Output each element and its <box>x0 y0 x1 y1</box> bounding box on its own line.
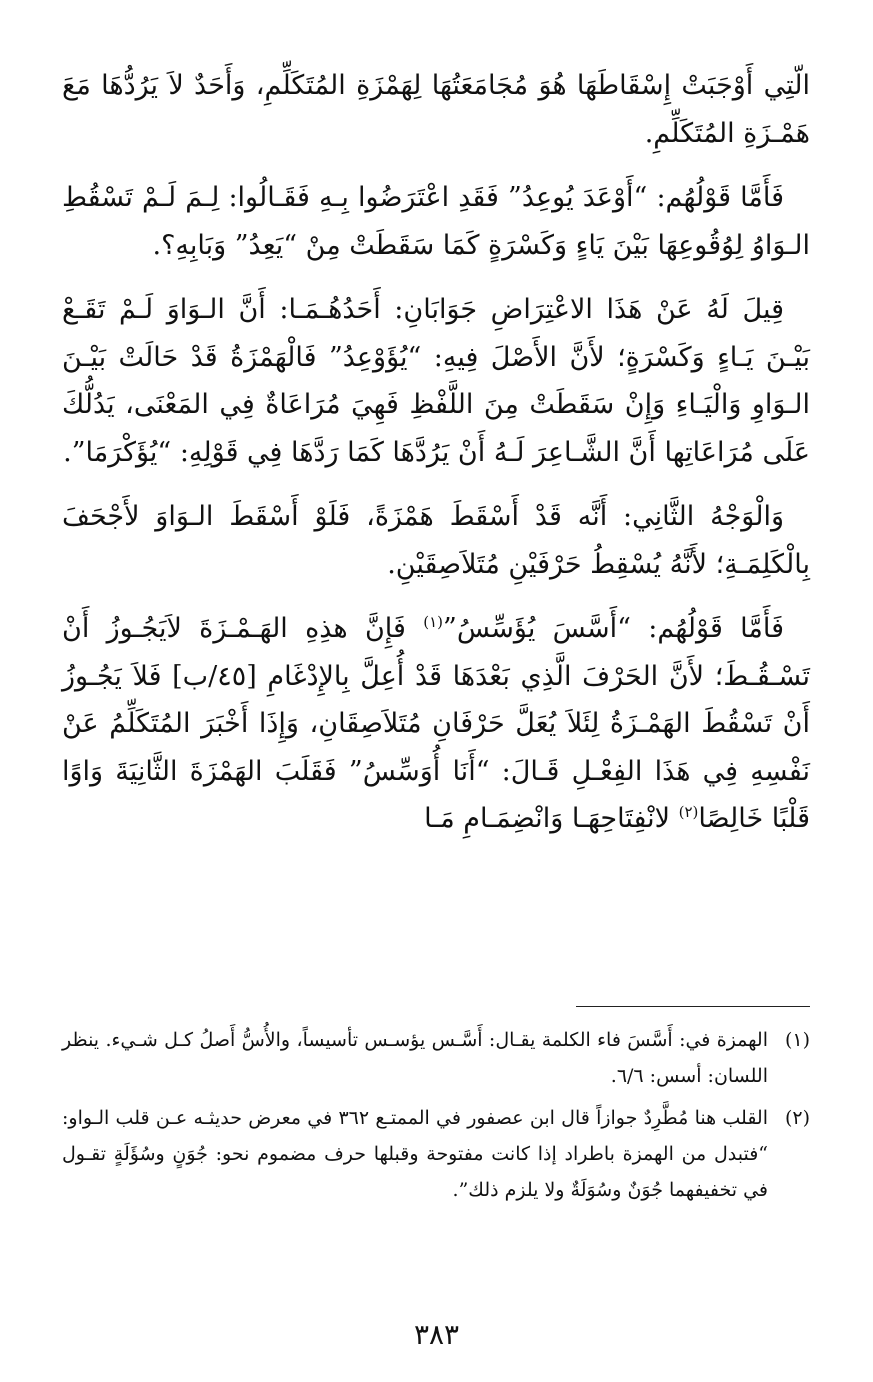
paragraph-5-text-a: فَأَمَّا قَوْلُهُم: “أَسَّسَ يُؤَسِّسُ” <box>443 613 784 644</box>
paragraph-5-text-b: فَإِنَّ هذِهِ الهَـمْـزَةَ لاَيَجُـوزُ أَنْ تَسْـقُـطَ؛ لأَنَّ الحَرْفَ الَّذِي بَعْدَهَا قَدْ أُعِلَّ بِالإِدْغَامِ [٤٥/ب] فَلاَ يَجُـوزُ أَنْ تَسْقُطَ الهَمْـزَةُ لِئَلاَ يُعَلَّ حَرْفَانِ مُتَلاَصِقَانِ، وَإِذَا أَخْبَرَ المُتَكَلِّمُ عَنْ نَفْسِهِ فِي هَذَا الفِعْـلِ قَـالَ: “أَنَا أُوَسِّسُ” فَقَلَبَ الهَمْزَةَ الثَّانِيَةَ وَاوًا قَلْبًا خَالِصًا <box>62 613 810 834</box>
footnote-1-text: الهمزة في: أَسَّسَ فاء الكلمة يقـال: أَسَّـس يؤسـس تأسيساً، والأُسُّ أَصلُ كـل شـيء. ينظر اللسان: أسس: ٦/٦. <box>62 1029 768 1087</box>
footnote-2 <box>62 1100 810 1208</box>
footnotes <box>62 1022 810 1214</box>
paragraph-4-text: وَالْوَجْهُ الثَّانِي: أَنَّه قَدْ أَسْقَطَ هَمْزَةً، فَلَوْ أَسْقَطَ الـوَاوَ لأَجْحَفَ بِالْكَلِمَـةِ؛ لأَنَّهُ يُسْقِطُ حَرْفَيْنِ مُتَلاَصِقَيْنِ. <box>62 501 810 580</box>
paragraph-5 <box>62 605 810 843</box>
footnote-separator <box>576 1006 810 1007</box>
footnote-2-text: القلب هنا مُطَّرِدٌ جوازاً قال ابن عصفور في الممتـع ٣٦٢ في معرض حديثـه عـن قلب الـواو: “فتبدل من الهمزة باطراد إذا كانت مفتوحة وقبلها حرف مضموم نحو: جُوَنٍ وسُؤَلَةٍ تقـول في تخفيفهما جُوَنٌ وسُوَلَةٌ ولا يلزم ذلك”. <box>62 1107 768 1201</box>
paragraph-4 <box>62 493 810 588</box>
footnote-1-number: (١) <box>784 1029 810 1051</box>
paragraph-3 <box>62 286 810 476</box>
paragraph-5-text-c: لانْفِتَاحِهَـا وَانْضِمَـامِ مَـا <box>424 803 679 834</box>
footnote-2-number: (٢) <box>784 1107 810 1129</box>
footnote-ref-2: (٢) <box>678 803 699 821</box>
main-text <box>62 62 810 843</box>
footnote-ref-1: (١) <box>423 613 444 631</box>
paragraph-1 <box>62 62 810 157</box>
paragraph-2-text: فَأَمَّا قَوْلُهُم: “أَوْعَدَ يُوعِدُ” فَقَدِ اعْتَرَضُوا بِـهِ فَقَـالُوا: لِـمَ لَـمْ تَسْقُطِ الـوَاوُ لِوُقُوعِهَا بَيْنَ يَاءٍ وَكَسْرَةٍ كَمَا سَقَطَتْ مِنْ “يَعِدُ” وَبَابِهِ؟. <box>62 182 810 261</box>
paragraph-1-text: الّتِي أَوْجَبَتْ إِسْقَاطَهَا هُوَ مُجَامَعَتُهَا لِهَمْزَةِ المُتَكَلِّمِ، وَأَحَدٌ لاَ يَرُدُّهَا مَعَ هَمْـزَةِ المُتَكَلِّمِ. <box>62 70 810 149</box>
paragraph-3-text: قِيلَ لَهُ عَنْ هَذَا الاعْتِرَاضِ جَوَابَانِ: أَحَدُهُـمَـا: أَنَّ الـوَاوَ لَـمْ تَقَـعْ بَيْـنَ يَـاءٍ وَكَسْرَةٍ؛ لأَنَّ الأَصْلَ فِيهِ: “يُؤَوْعِدُ” فَالْهَمْزَةُ قَدْ حَالَتْ بَيْـنَ الـوَاوِ وَالْيَـاءِ وَإِنْ سَقَطَتْ مِنَ اللَّفْظِ فَهِيَ مُرَاعَاةٌ فِي المَعْنَى، يَدُلُّكَ عَلَى مُرَاعَاتِها أَنَّ الشَّـاعِرَ لَـهُ أَنْ يَرُدَّهَا كَمَا رَدَّهَا فِي قَوْلِهِ: “يُؤَكْرَمَا”. <box>62 294 810 468</box>
page-number: ٣٨٣ <box>413 1318 460 1351</box>
footnote-1 <box>62 1022 810 1094</box>
paragraph-2 <box>62 174 810 269</box>
